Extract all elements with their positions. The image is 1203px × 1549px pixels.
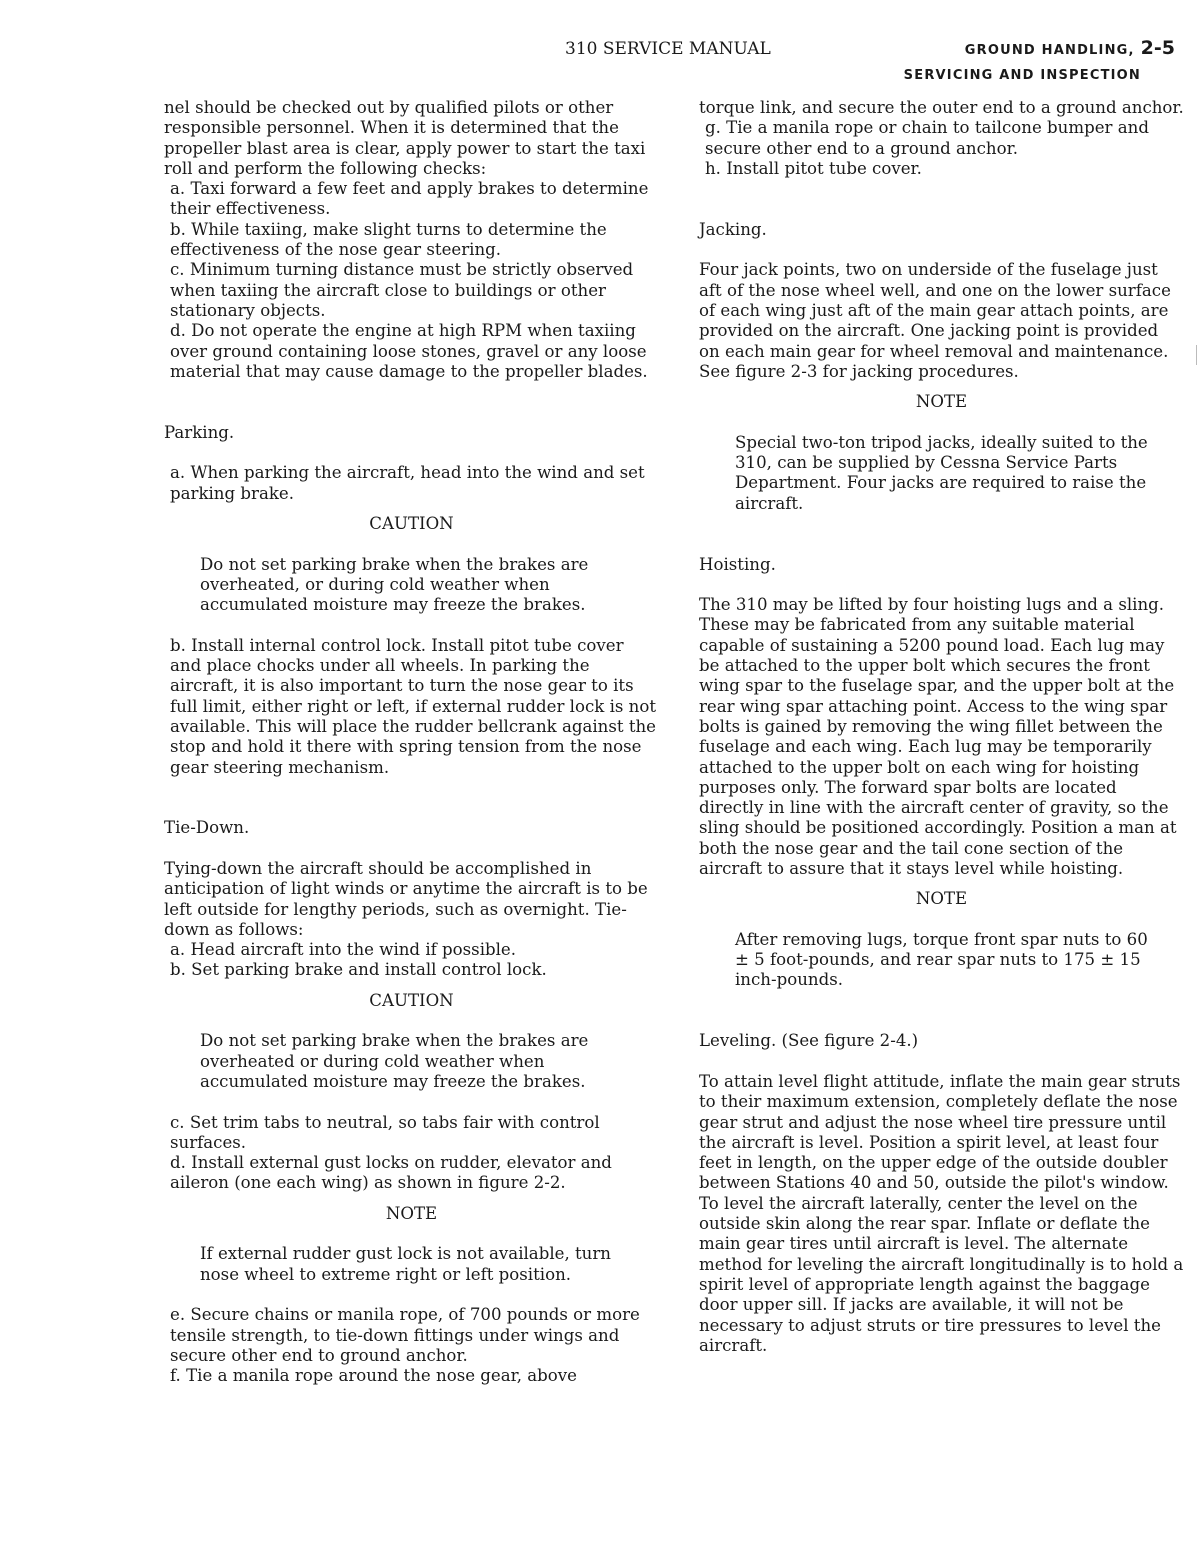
list-item: d. Do not operate the engine at high RPM when taxiing over ground containing loose stones, gravel or any loose material that may cause damage to the propeller blades. [170,321,648,381]
left-column [164,98,659,1386]
list-item: e. Secure chains or manila rope, of 700 pounds or more tensile strength, to tie-down fittings under wings and secure other end to ground anchor. [170,1305,640,1365]
list-item: h. Install pitot tube cover. [705,158,922,178]
note-title: NOTE [385,1203,438,1223]
list-item: b. Set parking brake and install control lock. [170,960,547,980]
list-item: f. Tie a manila rope around the nose gear, above [170,1366,577,1386]
subsection-title: SERVICING AND INSPECTION [903,68,1141,83]
jacking-heading: Jacking. [699,219,767,239]
running-header [904,37,1175,83]
jacking-paragraph: Four jack points, two on underside of the fuselage just aft of the nose wheel well, and one on the lower surface of each wing just aft of the main gear attach points, are provided on the aircraft. One jacking point is provided on each main gear for wheel removal and maintenance. See figure 2-3 for jacking procedures. [699,260,1171,381]
caution-title: CAUTION [369,513,454,533]
parking-heading: Parking. [164,422,235,442]
list-item: d. Install external gust locks on rudder, elevator and aileron (one each wing) as shown in figure 2-2. [170,1153,612,1193]
list-item: g. Tie a manila rope or chain to tailcone bumper and secure other end to a ground anchor. [705,118,1149,158]
caution-text: Do not set parking brake when the brakes are overheated or during cold weather when accumulated moisture may freeze the brakes. [200,1031,589,1091]
list-item: a. When parking the aircraft, head into the wind and set parking brake. [170,463,645,503]
note-text: Special two-ton tripod jacks, ideally suited to the 310, can be supplied by Cessna Service Parts Department. Four jacks are required to raise the aircraft. [735,432,1148,513]
list-item: a. Head aircraft into the wind if possible. [170,940,517,960]
list-item: b. Install internal control lock. Install pitot tube cover and place chocks under all wheels. In parking the aircraft, it is also important to turn the nose gear to its full limit, either right or left, if external rudder lock is not available. This will place the rudder bellcrank against the stop and hold it there with spring tension from the nose gear steering mechanism. [170,635,657,777]
note-text: After removing lugs, torque front spar nuts to 60 ± 5 foot-pounds, and rear spar nuts to 175 ± 15 inch-pounds. [735,929,1148,990]
manual-title: 310 SERVICE MANUAL [565,39,771,59]
list-item: c. Minimum turning distance must be strictly observed when taxiing the aircraft close to buildings or other stationary objects. [170,260,634,320]
tiedown-heading: Tie-Down. [164,818,250,838]
note-title: NOTE [915,889,968,909]
margin-mark [1196,345,1197,365]
leveling-heading: Leveling. (See figure 2-4.) [699,1031,919,1051]
list-item: a. Taxi forward a few feet and apply brakes to determine their effectiveness. [170,179,649,219]
list-item: b. While taxiing, make slight turns to determine the effectiveness of the nose gear steering. [170,219,607,260]
caution-text: Do not set parking brake when the brakes are overheated, or during cold weather when accumulated moisture may freeze the brakes. [200,554,589,615]
continued-paragraph: torque link, and secure the outer end to a ground anchor. [699,98,1184,117]
section-title: GROUND HANDLING, [964,43,1135,58]
hoisting-heading: Hoisting. [699,554,776,574]
list-item: c. Set trim tabs to neutral, so tabs fair with control surfaces. [170,1112,600,1152]
note-text: If external rudder gust lock is not available, turn nose wheel to extreme right or left position. [200,1244,611,1284]
right-column [699,98,1184,1356]
intro-paragraph: nel should be checked out by qualified pilots or other responsible personnel. When it is determined that the propeller blast area is clear, apply power to start the taxi roll and perform the following checks: [164,98,646,178]
tiedown-intro: Tying-down the aircraft should be accomplished in anticipation of light winds or anytime the aircraft is to be left outside for lengthy periods, such as overnight. Tie-down as follows: [164,858,648,939]
page-number: 2-5 [1140,37,1175,59]
hoisting-paragraph: The 310 may be lifted by four hoisting lugs and a sling. These may be fabricated from any suitable material capable of sustaining a 5200 pound load. Each lug may be attached to the upper bolt which secures the front wing spar to the fuselage spar, and the upper bolt at the rear wing spar attaching point. Access to the wing spar bolts is gained by removing the wing fillet between the fuselage and each wing. Each lug may be temporarily attached to the upper bolt on each wing for hoisting purposes only. The forward spar bolts are located directly in line with the aircraft center of gravity, so the sling should be positioned accordingly. Position a man at both the nose gear and the tail cone section of the aircraft to assure that it stays level while hoisting. [699,595,1177,878]
note-title: NOTE [915,392,968,412]
leveling-paragraph: To attain level flight attitude, inflate the main gear struts to their maximum extension, completely deflate the nose gear strut and adjust the nose wheel tire pressure until the aircraft is level. Position a spirit level, at least four feet in length, on the upper edge of the outside doubler between Stations 40 and 50, outside the pilot's window. To level the aircraft laterally, center the level on the outside skin along the rear spar. Inflate or deflate the main gear tires until aircraft is level. The alternate method for leveling the aircraft longitudinally is to hold a spirit level of appropriate length against the baggage door upper sill. If jacks are available, it will not be necessary to adjust struts or tire pressures to level the aircraft. [699,1071,1184,1355]
caution-title: CAUTION [369,990,454,1010]
